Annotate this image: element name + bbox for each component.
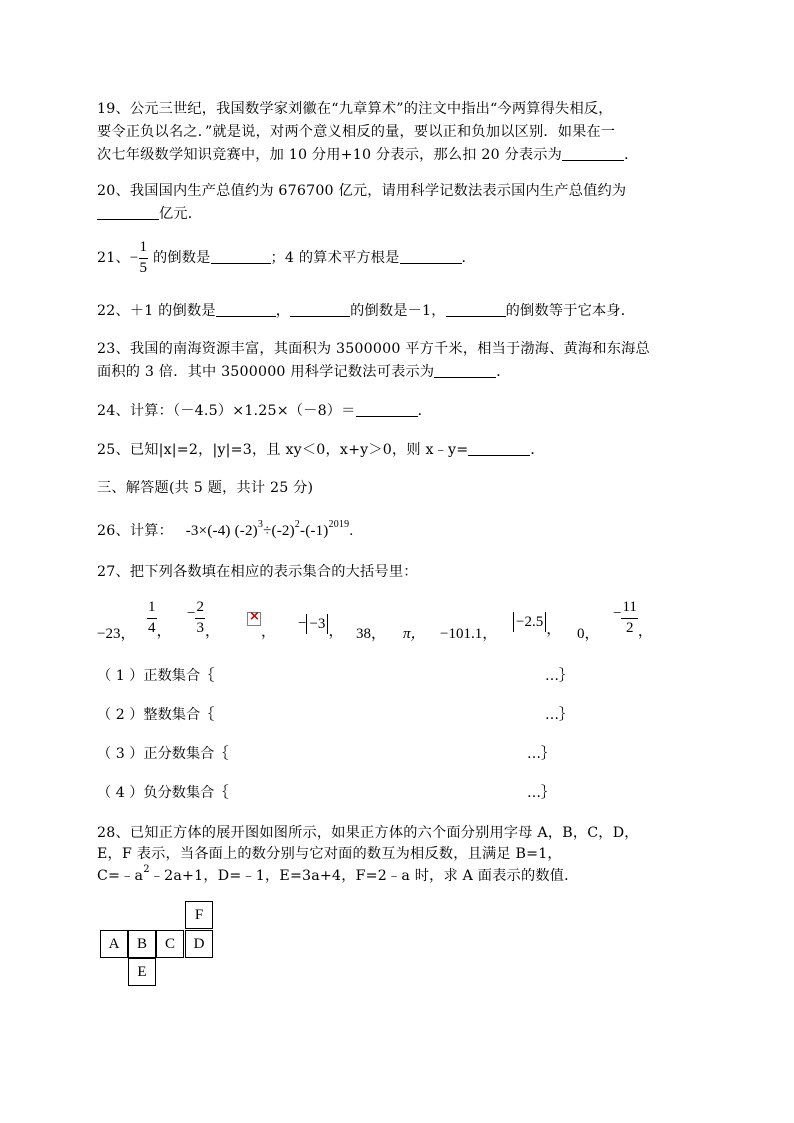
q21-end: ．: [461, 250, 476, 266]
q26-t4: (-2): [234, 523, 258, 539]
q26-t3: (-4): [207, 523, 231, 539]
q21-sep: ；: [270, 250, 285, 266]
q26-t1: -3: [185, 523, 199, 539]
q23-line1: 23、我国的南海资源丰富，其面积为 3500000 平方千米，相当于渤海、黄海和东海总: [97, 341, 650, 357]
q21-prefix: 21、: [97, 250, 130, 266]
q25-text: 25、已知|x|=2，|y|=3，且 xy＜0，x+y＞0，则 x﹣y=: [97, 442, 469, 458]
q22-blank3: [446, 302, 506, 317]
q24-text: 24、计算：（－4.5）×1.25×（－8）＝: [97, 403, 356, 419]
cube-face-d: D: [185, 930, 213, 958]
q27-frac2-minus: −: [187, 605, 196, 622]
set-negative-fraction-close: …｝: [527, 785, 555, 801]
cube-face-e: E: [128, 958, 156, 986]
cube-face-a: A: [100, 930, 128, 958]
q26-t5: ÷: [263, 523, 272, 539]
q20-line2: [97, 203, 202, 223]
q26-end: .: [349, 523, 354, 539]
q27-num-neg-11-2: [613, 600, 653, 640]
q27-num-neg101-1: −101.1，: [440, 626, 498, 642]
q21-blank1: [211, 249, 271, 264]
q27-frac1-num: 1: [147, 600, 157, 619]
q27-abs2: −2.5: [513, 612, 546, 632]
q28-line3a: C=﹣a: [97, 868, 144, 884]
q21-fraction: [139, 240, 149, 276]
q27-frac3-num: 11: [621, 600, 637, 619]
set-positive-fraction-label: （ 3 ）正分数集合｛: [97, 746, 229, 762]
q26-t8: (-1): [305, 523, 329, 539]
q27-frac1-den: 4: [148, 620, 156, 636]
q28-line3b: ﹣2a+1，D=﹣1，E=3a+4，F=2﹣a 时，求 A 面表示的数值．: [149, 868, 579, 884]
q22-line: [97, 300, 635, 320]
q22-prefix: 22、＋1 的倒数是: [97, 303, 216, 319]
q27-frac3-den: 2: [625, 620, 634, 636]
q27-abs1: −3: [306, 614, 328, 634]
q20-answer-blank: [97, 205, 159, 220]
q25-end: ．: [530, 442, 545, 458]
q27-comma3: ，: [261, 624, 277, 640]
q19-answer-blank: [562, 146, 624, 161]
cube-face-c: C: [156, 930, 184, 958]
q27-comma8: ，: [546, 621, 562, 638]
broken-image-icon: [247, 612, 261, 626]
q28-line3-sup: 2: [143, 864, 150, 875]
q27-frac2-num: 2: [195, 600, 205, 619]
set-integer-label: （ 2 ）整数集合｛: [97, 707, 215, 723]
q27-num-0: 0，: [577, 626, 600, 642]
q26-prefix: 26、计算：: [97, 523, 174, 539]
q22-sep1: ，: [275, 303, 291, 319]
q26-t7: -: [300, 523, 306, 539]
q21-minus: −: [129, 250, 139, 266]
set-positive-label: （ 1 ）正数集合｛: [97, 668, 215, 684]
q27-line: 27、把下列各数填在相应的表示集合的大括号里：: [97, 564, 418, 580]
cube-net-figure: [97, 901, 215, 987]
q22-text2: 的倒数是－1，: [350, 303, 446, 319]
q19-line3: [97, 144, 638, 164]
q27-num-abs-neg2-5: [513, 612, 561, 638]
q21-blank2: [400, 249, 462, 264]
set-positive-close: …｝: [545, 668, 573, 684]
cube-face-b: B: [128, 930, 156, 958]
q24-answer-blank: [356, 402, 418, 417]
q25-answer-blank: [468, 441, 530, 456]
q21-frac-den: 5: [139, 260, 148, 276]
q23-line2: [97, 361, 511, 381]
q24-line: [97, 400, 432, 420]
q21-line: [97, 238, 476, 278]
q20-line2-end: 亿元．: [159, 206, 203, 222]
q22-blank2: [290, 302, 350, 317]
q26-t2: ×: [198, 523, 208, 539]
q27-num-neg-2-3: [187, 600, 220, 640]
q26-exp2: 2: [294, 519, 300, 530]
q21-text1: 的倒数是: [152, 250, 211, 266]
q26-t6: (-2): [271, 523, 295, 539]
q19-line3-text: 次七年级数学知识竞赛中，加 10 分用+10 分表示，那么扣 20 分表示为: [97, 147, 563, 163]
q26-line: [97, 514, 353, 542]
q27-comma10: ，: [637, 623, 653, 640]
q23-end: ．: [496, 364, 511, 380]
q28-line1: 28、已知正方体的展开图如图所示，如果正方体的六个面分别用字母 A，B，C，D，: [97, 825, 639, 841]
q23-answer-blank: [434, 363, 496, 378]
q19-line1: 19、公元三世纪，我国数学家刘徽在“九章算术”的注文中指出“今两算得失相反，: [97, 101, 613, 117]
set-negative-fraction-label: （ 4 ）负分数集合｛: [97, 785, 229, 801]
q26-exp3: 2019: [328, 519, 350, 530]
q27-frac2-den: 3: [196, 620, 204, 636]
q27-comma1: ，: [156, 623, 172, 640]
q28-line2: E，F 表示，当各面上的数分别与它对面的数互为相反数，且满足 B=1，: [97, 846, 562, 862]
q27-frac3-minus: −: [613, 605, 622, 622]
q27-comma4: ，: [328, 623, 344, 640]
q21-text2: 4 的算术平方根是: [284, 250, 400, 266]
q26-exp1: 3: [257, 519, 264, 530]
q28-line3: [97, 864, 579, 885]
q24-end: ．: [417, 403, 432, 419]
q27-abs1-minus: −: [298, 615, 307, 632]
q22-text3: 的倒数等于它本身．: [505, 303, 636, 319]
q27-num-38: 38，: [356, 626, 387, 642]
q21-frac-num: 1: [139, 240, 149, 259]
q27-broken-image-item: [247, 612, 276, 641]
q20-line1: 20、我国国内生产总值约为 676700 亿元，请用科学记数法表示国内生产总值约为: [97, 183, 627, 199]
q27-num-pi: π，: [403, 626, 426, 642]
q27-num-1-4: [147, 600, 172, 640]
q26-expression: [185, 519, 354, 539]
set-integer-close: …｝: [545, 707, 573, 723]
q23-line2-text: 面积的 3 倍．其中 3500000 用科学记数法可表示为: [97, 364, 435, 380]
q19-end: ．: [624, 147, 639, 163]
set-positive-fraction-close: …｝: [527, 746, 555, 762]
section3-title: 三、解答题(共 5 题，共计 25 分): [97, 480, 314, 496]
q27-num-neg23: −23，: [97, 626, 136, 642]
q19-line2: 要令正负以名之．”就是说，对两个意义相反的量，要以正和负加以区别．如果在一: [97, 124, 616, 140]
q27-num-neg-abs-neg3: [298, 614, 343, 640]
cube-face-f: F: [185, 901, 213, 929]
q25-line: [97, 439, 545, 459]
q22-blank1: [216, 302, 276, 317]
q27-comma2: ，: [204, 623, 220, 640]
